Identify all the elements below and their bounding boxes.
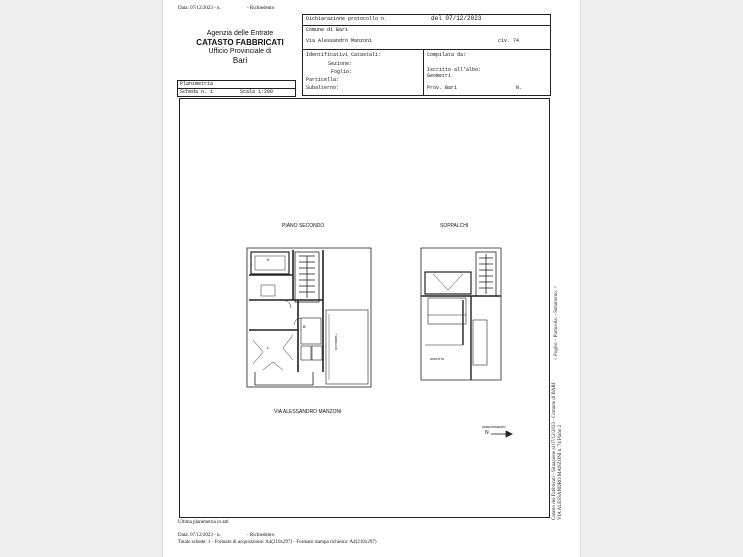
identifier-subalterno: Subalterno: (306, 85, 340, 91)
room-label-k: K (267, 257, 270, 262)
identifier-foglio: Foglio: (331, 69, 353, 75)
comune: Comune di Bari (306, 27, 349, 33)
label-via: VIA ALESSANDRO MANZONI (274, 409, 342, 415)
top-date: Data: 07/12/2023 - n. (178, 6, 221, 11)
compilata-n: N. (516, 85, 523, 91)
room-label-b: B (303, 324, 306, 329)
agency-city: Bari (232, 56, 248, 66)
compilata-title: Compilata da: (427, 52, 467, 58)
identifiers-title: Identificativi Catastali: (306, 52, 382, 58)
declaration-label: Dichiarazione protocollo n. (306, 16, 388, 22)
identifier-sezione: Sezione: (328, 61, 353, 67)
label-orientamento: ORIENTAMENTO (482, 425, 506, 429)
compilata-iscritto: Iscritto all'albo: (427, 67, 482, 73)
label-piano-secondo: PIANO SECONDO (282, 223, 325, 229)
declaration-date: del 07/12/2023 (431, 15, 482, 22)
footer-ultima: Ultima planimetria in atti (178, 520, 229, 525)
top-requester: - Richiedente: (247, 6, 276, 11)
side-text-line-1: Catasto dei Fabbricati - Situazione al 07/12/2023 - Comune di BARI (552, 382, 557, 520)
side-text-block (552, 383, 565, 520)
floor-plan-drawing (163, 0, 580, 557)
room-label-l: L (267, 345, 270, 350)
footer-requester: - Richiedente: (247, 533, 276, 538)
footer-date: Data: 07/12/2023 - n. (178, 533, 221, 538)
compilata-geometri: Geometri (427, 73, 452, 79)
agency-office: Ufficio Provinciale di (208, 47, 272, 55)
planimetria-scheda: Scheda n. 1 (180, 89, 214, 95)
main-floor-outline (247, 248, 371, 387)
north-label: N (485, 430, 489, 436)
address-civ: civ. 74 (498, 38, 520, 44)
address-street: Via Alessandro Manzoni (306, 38, 373, 44)
agency-catasto: CATASTO FABBRICATI (196, 38, 284, 48)
footer-formato: Totale schede: 1 - Formato di acquisizione: A4(210x297) - Formato stampa richiesto: A4(210x297) (178, 540, 377, 545)
identifier-particella: Particella: (306, 77, 340, 83)
label-soppalchi: SOPPALCHI (440, 223, 469, 229)
room-label-soffitta: SOFFITTA (430, 357, 445, 361)
agency-name: Agenzia delle Entrate (206, 30, 274, 37)
document-page (163, 0, 580, 557)
planimetria-scala: Scala 1:200 (240, 89, 274, 95)
planimetria-title: Planimetria (180, 81, 214, 87)
side-text-identifiers: < Foglio: - Particella: - Subalterno: > (554, 285, 559, 360)
compilata-prov: Prov. Bari (427, 85, 458, 91)
room-label-terrace: TERRAZZO (334, 334, 338, 351)
side-text-line-2: VIA ALESSANDRO MANZONI n. 74 Piano 2 (558, 424, 564, 520)
